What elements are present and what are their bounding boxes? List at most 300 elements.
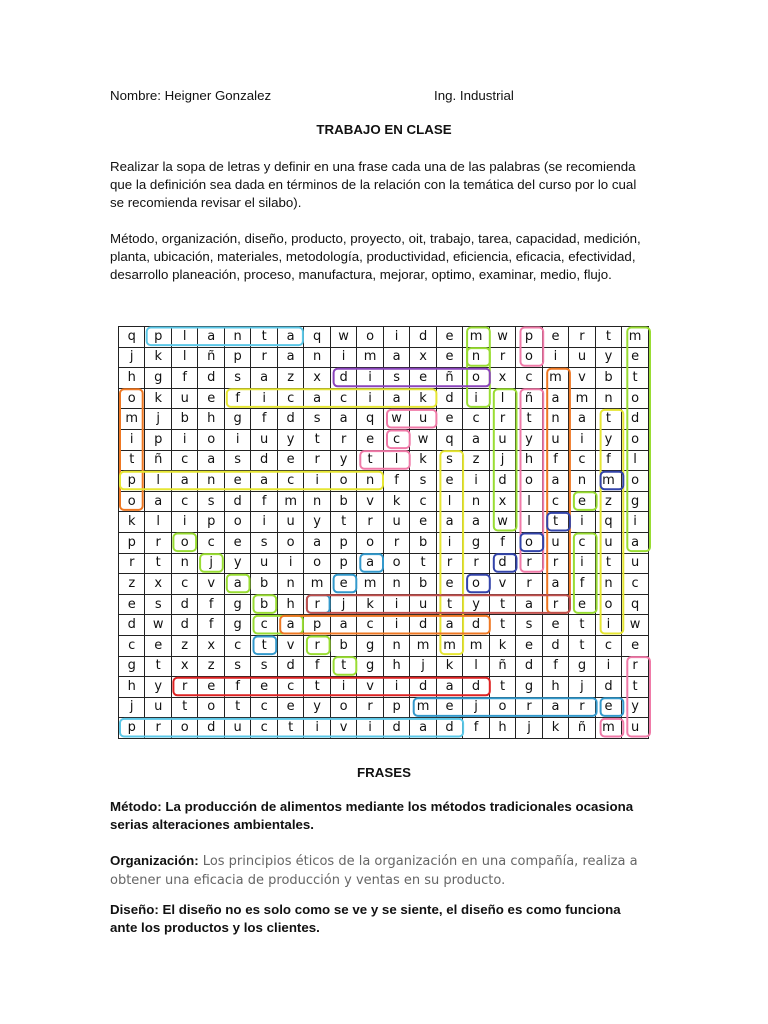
grid-cell: a bbox=[277, 615, 303, 636]
grid-cell: l bbox=[145, 512, 171, 533]
grid-cell: o bbox=[198, 429, 224, 450]
grid-cell: o bbox=[463, 574, 489, 595]
grid-cell: r bbox=[569, 697, 595, 718]
grid-cell: e bbox=[410, 512, 436, 533]
grid-cell: a bbox=[330, 409, 356, 430]
grid-cell: r bbox=[304, 635, 330, 656]
grid-cell: e bbox=[198, 677, 224, 698]
grid-cell: w bbox=[145, 615, 171, 636]
grid-cell: r bbox=[357, 512, 383, 533]
grid-cell: d bbox=[277, 409, 303, 430]
grid-cell: z bbox=[171, 635, 197, 656]
grid-cell: d bbox=[463, 677, 489, 698]
grid-cell: z bbox=[463, 450, 489, 471]
grid-cell: r bbox=[251, 347, 277, 368]
grid-cell: o bbox=[357, 532, 383, 553]
grid-cell: u bbox=[489, 429, 515, 450]
grid-cell: b bbox=[330, 491, 356, 512]
grid-cell: f bbox=[304, 656, 330, 677]
word-highlight bbox=[521, 389, 544, 571]
grid-cell: e bbox=[330, 574, 356, 595]
grid-cell: i bbox=[436, 532, 462, 553]
grid-cell: a bbox=[251, 471, 277, 492]
grid-cell: ñ bbox=[489, 656, 515, 677]
grid-cell: a bbox=[622, 532, 649, 553]
grid-cell: k bbox=[410, 388, 436, 409]
grid-cell: g bbox=[224, 615, 250, 636]
grid-cell: t bbox=[595, 409, 621, 430]
grid-cell: k bbox=[489, 635, 515, 656]
grid-cell: c bbox=[171, 574, 197, 595]
grid-cell: j bbox=[119, 347, 145, 368]
grid-cell: u bbox=[410, 594, 436, 615]
word-highlight bbox=[334, 575, 357, 593]
grid-cell: y bbox=[330, 450, 356, 471]
grid-cell: g bbox=[463, 532, 489, 553]
grid-cell: f bbox=[569, 574, 595, 595]
grid-cell: w bbox=[410, 429, 436, 450]
grid-cell: g bbox=[516, 677, 542, 698]
grid-cell: f bbox=[383, 471, 409, 492]
grid-cell: n bbox=[383, 574, 409, 595]
grid-cell: e bbox=[277, 450, 303, 471]
grid-cell: i bbox=[251, 388, 277, 409]
grid-cell: c bbox=[277, 388, 303, 409]
grid-cell: u bbox=[171, 388, 197, 409]
grid-cell: p bbox=[119, 532, 145, 553]
grid-cell: j bbox=[119, 697, 145, 718]
grid-cell: c bbox=[595, 635, 621, 656]
grid-cell: l bbox=[171, 347, 197, 368]
grid-cell: r bbox=[436, 553, 462, 574]
grid-cell: p bbox=[516, 327, 542, 348]
grid-cell: c bbox=[198, 532, 224, 553]
grid-cell: u bbox=[251, 553, 277, 574]
grid-cell: f bbox=[224, 677, 250, 698]
grid-cell: i bbox=[119, 429, 145, 450]
grid-cell: y bbox=[304, 697, 330, 718]
grid-cell: c bbox=[622, 574, 649, 595]
phrase-diseno bbox=[110, 901, 650, 937]
grid-cell: o bbox=[330, 697, 356, 718]
grid-cell: m bbox=[463, 635, 489, 656]
grid-cell: c bbox=[224, 635, 250, 656]
grid-cell: v bbox=[357, 677, 383, 698]
grid-cell: g bbox=[622, 491, 649, 512]
word-highlight bbox=[360, 554, 383, 572]
grid-cell: m bbox=[410, 635, 436, 656]
grid-cell: t bbox=[622, 368, 649, 389]
grid-cell: d bbox=[224, 491, 250, 512]
grid-cell: i bbox=[383, 594, 409, 615]
word-highlight bbox=[601, 410, 624, 634]
grid-cell: j bbox=[463, 697, 489, 718]
grid-cell: h bbox=[198, 409, 224, 430]
grid-cell: j bbox=[198, 553, 224, 574]
grid-cell: e bbox=[622, 347, 649, 368]
grid-cell: e bbox=[224, 471, 250, 492]
grid-cell: s bbox=[251, 656, 277, 677]
grid-cell: t bbox=[145, 656, 171, 677]
grid-cell: l bbox=[171, 327, 197, 348]
grid-cell: i bbox=[357, 368, 383, 389]
grid-cell: f bbox=[542, 450, 568, 471]
grid-cell: h bbox=[277, 594, 303, 615]
grid-cell: g bbox=[224, 594, 250, 615]
grid-cell: t bbox=[542, 512, 568, 533]
grid-cell: i bbox=[463, 388, 489, 409]
grid-cell: k bbox=[119, 512, 145, 533]
grid-cell: k bbox=[357, 594, 383, 615]
word-highlight bbox=[227, 575, 250, 593]
grid-cell: n bbox=[569, 471, 595, 492]
grid-cell: z bbox=[198, 656, 224, 677]
grid-cell: t bbox=[516, 409, 542, 430]
grid-cell: r bbox=[463, 553, 489, 574]
grid-cell: a bbox=[542, 388, 568, 409]
grid-cell: ñ bbox=[145, 450, 171, 471]
word-highlight bbox=[254, 637, 277, 655]
grid-cell: h bbox=[119, 368, 145, 389]
grid-cell: s bbox=[224, 368, 250, 389]
grid-cell: i bbox=[277, 553, 303, 574]
word-highlight bbox=[574, 534, 597, 613]
grid-cell: p bbox=[145, 327, 171, 348]
grid-cell: h bbox=[516, 450, 542, 471]
grid-cell: d bbox=[198, 368, 224, 389]
grid-cell: o bbox=[489, 697, 515, 718]
grid-cell: o bbox=[595, 594, 621, 615]
grid-cell: s bbox=[251, 532, 277, 553]
grid-cell: i bbox=[569, 429, 595, 450]
grid-cell: e bbox=[251, 677, 277, 698]
grid-cell: t bbox=[595, 327, 621, 348]
grid-cell: a bbox=[516, 594, 542, 615]
grid-cell: m bbox=[542, 368, 568, 389]
word-highlight bbox=[440, 451, 463, 654]
word-highlight bbox=[521, 328, 544, 366]
grid-cell: e bbox=[145, 635, 171, 656]
grid-cell: a bbox=[251, 368, 277, 389]
grid-cell: e bbox=[198, 388, 224, 409]
word-highlight bbox=[147, 328, 303, 346]
grid-cell: m bbox=[436, 635, 462, 656]
word-highlight bbox=[547, 513, 570, 531]
grid-cell: f bbox=[198, 615, 224, 636]
grid-cell: h bbox=[542, 677, 568, 698]
grid-cell: a bbox=[330, 615, 356, 636]
grid-cell: i bbox=[224, 429, 250, 450]
grid-cell: o bbox=[622, 471, 649, 492]
grid-cell: o bbox=[357, 327, 383, 348]
grid-cell: g bbox=[145, 368, 171, 389]
grid-cell: a bbox=[198, 450, 224, 471]
grid-cell: e bbox=[119, 594, 145, 615]
grid-cell: o bbox=[516, 471, 542, 492]
word-highlight bbox=[200, 554, 223, 572]
grid-cell: r bbox=[330, 429, 356, 450]
grid-cell: y bbox=[595, 347, 621, 368]
grid-cell: y bbox=[277, 429, 303, 450]
grid-cell: ñ bbox=[436, 368, 462, 389]
grid-cell: l bbox=[436, 491, 462, 512]
grid-cell: t bbox=[357, 450, 383, 471]
grid-cell: r bbox=[542, 594, 568, 615]
grid-cell: e bbox=[436, 327, 462, 348]
grid-cell: e bbox=[569, 594, 595, 615]
grid-cell: x bbox=[489, 368, 515, 389]
grid-cell: p bbox=[330, 532, 356, 553]
grid-cell: k bbox=[436, 656, 462, 677]
grid-cell: o bbox=[119, 388, 145, 409]
grid-cell: y bbox=[516, 429, 542, 450]
page-title: TRABAJO EN CLASE bbox=[316, 122, 452, 137]
grid-cell: a bbox=[277, 347, 303, 368]
grid-cell: d bbox=[595, 677, 621, 698]
grid-cell: a bbox=[542, 574, 568, 595]
grid-cell: d bbox=[516, 656, 542, 677]
grid-cell: y bbox=[224, 553, 250, 574]
grid-cell: l bbox=[383, 450, 409, 471]
grid-cell: z bbox=[277, 368, 303, 389]
grid-cell: d bbox=[119, 615, 145, 636]
grid-cell: j bbox=[330, 594, 356, 615]
grid-cell: p bbox=[383, 697, 409, 718]
grid-cell: h bbox=[383, 656, 409, 677]
word-highlight bbox=[494, 389, 517, 530]
grid-cell: l bbox=[145, 471, 171, 492]
grid-cell: r bbox=[569, 327, 595, 348]
grid-cell: n bbox=[542, 409, 568, 430]
grid-cell: u bbox=[410, 409, 436, 430]
grid-cell: n bbox=[595, 388, 621, 409]
grid-cell: t bbox=[489, 594, 515, 615]
grid-cell: u bbox=[622, 553, 649, 574]
grid-cell: b bbox=[330, 635, 356, 656]
grid-cell: b bbox=[251, 594, 277, 615]
grid-cell: u bbox=[569, 347, 595, 368]
grid-cell: i bbox=[330, 677, 356, 698]
grid-cell: r bbox=[145, 532, 171, 553]
grid-cell: d bbox=[410, 677, 436, 698]
grid-cell: l bbox=[463, 656, 489, 677]
grid-cell: f bbox=[542, 656, 568, 677]
word-highlight bbox=[280, 616, 490, 634]
grid-cell: a bbox=[569, 409, 595, 430]
grid-cell: s bbox=[516, 615, 542, 636]
grid-cell: z bbox=[119, 574, 145, 595]
grid-cell: y bbox=[595, 429, 621, 450]
grid-cell: r bbox=[542, 553, 568, 574]
grid-cell: n bbox=[463, 491, 489, 512]
word-highlight bbox=[334, 657, 357, 675]
grid-cell: t bbox=[304, 677, 330, 698]
grid-cell: s bbox=[198, 491, 224, 512]
grid-cell: n bbox=[463, 347, 489, 368]
grid-cell: q bbox=[119, 327, 145, 348]
grid-cell: i bbox=[171, 512, 197, 533]
grid-cell: q bbox=[357, 409, 383, 430]
grid-cell: o bbox=[304, 553, 330, 574]
grid-cell: m bbox=[357, 574, 383, 595]
word-highlight bbox=[467, 575, 490, 593]
grid-cell: r bbox=[304, 450, 330, 471]
word-highlight bbox=[574, 492, 597, 510]
word-highlight bbox=[120, 389, 143, 510]
grid-cell: w bbox=[622, 615, 649, 636]
grid-cell: d bbox=[542, 635, 568, 656]
grid-cell: i bbox=[383, 677, 409, 698]
grid-cell: f bbox=[224, 388, 250, 409]
grid-cell: a bbox=[436, 615, 462, 636]
grid-cell: p bbox=[330, 553, 356, 574]
grid-cell: a bbox=[198, 327, 224, 348]
grid-cell: e bbox=[410, 368, 436, 389]
grid-cell: l bbox=[516, 512, 542, 533]
grid-cell: c bbox=[171, 491, 197, 512]
word-highlight bbox=[627, 657, 650, 736]
grid-cell: a bbox=[436, 677, 462, 698]
phrase-text: Los principios éticos de la organización en una compañía, realiza a obtener una eficacia de producción y ventas en su producto. bbox=[110, 854, 638, 888]
grid-cell: r bbox=[489, 347, 515, 368]
grid-cell: k bbox=[145, 347, 171, 368]
grid-cell: i bbox=[622, 512, 649, 533]
grid-cell: s bbox=[224, 450, 250, 471]
grid-cell: e bbox=[542, 615, 568, 636]
grid-cell: l bbox=[622, 450, 649, 471]
grid-cell: u bbox=[145, 697, 171, 718]
grid-cell: j bbox=[569, 677, 595, 698]
grid-cell: p bbox=[224, 347, 250, 368]
grid-cell: a bbox=[383, 388, 409, 409]
grid-cell: j bbox=[145, 409, 171, 430]
grid-cell: u bbox=[542, 532, 568, 553]
word-highlight bbox=[547, 369, 570, 613]
grid-cell: a bbox=[224, 574, 250, 595]
grid-cell: d bbox=[622, 409, 649, 430]
grid-cell: n bbox=[595, 574, 621, 595]
phrase-text: El diseño no es solo como se ve y se siente, el diseño es como funciona ante los productos y los clientes. bbox=[110, 902, 621, 935]
word-highlight bbox=[120, 719, 463, 737]
grid-cell: ñ bbox=[569, 718, 595, 739]
grid-cell: a bbox=[463, 429, 489, 450]
grid-cell: c bbox=[277, 471, 303, 492]
grid-cell: b bbox=[410, 574, 436, 595]
grid-cell: n bbox=[277, 574, 303, 595]
grid-cell: k bbox=[410, 450, 436, 471]
word-highlight bbox=[173, 678, 489, 696]
grid-cell: r bbox=[119, 553, 145, 574]
grid-cell: t bbox=[622, 677, 649, 698]
phrases-heading: FRASES bbox=[357, 765, 411, 780]
grid-cell: i bbox=[569, 553, 595, 574]
grid-cell: o bbox=[330, 471, 356, 492]
grid-cell: f bbox=[198, 594, 224, 615]
grid-cell: d bbox=[463, 615, 489, 636]
grid-cell: g bbox=[119, 656, 145, 677]
grid-cell: k bbox=[145, 388, 171, 409]
grid-cell: y bbox=[463, 594, 489, 615]
word-highlight bbox=[387, 431, 410, 449]
grid-cell: v bbox=[489, 574, 515, 595]
grid-cell: g bbox=[357, 635, 383, 656]
grid-cell: w bbox=[383, 409, 409, 430]
grid-cell: d bbox=[489, 471, 515, 492]
grid-cell: t bbox=[251, 327, 277, 348]
grid-cell: g bbox=[569, 656, 595, 677]
grid-cell: t bbox=[489, 615, 515, 636]
grid-cell: n bbox=[198, 471, 224, 492]
word-highlight bbox=[360, 451, 409, 469]
grid-cell: a bbox=[357, 553, 383, 574]
grid-cell: i bbox=[171, 429, 197, 450]
grid-cell: p bbox=[145, 429, 171, 450]
grid-cell: b bbox=[595, 368, 621, 389]
grid-cell: i bbox=[595, 656, 621, 677]
word-highlight bbox=[120, 472, 383, 490]
grid-cell: i bbox=[330, 347, 356, 368]
word-highlight bbox=[601, 472, 624, 490]
grid-cell: e bbox=[436, 574, 462, 595]
grid-cell: d bbox=[436, 718, 462, 739]
grid-cell: o bbox=[516, 347, 542, 368]
grid-cell: e bbox=[436, 409, 462, 430]
grid-cell: o bbox=[224, 512, 250, 533]
grid-cell: m bbox=[569, 388, 595, 409]
grid-cell: m bbox=[304, 574, 330, 595]
grid-cell: f bbox=[251, 491, 277, 512]
grid-cell: u bbox=[595, 532, 621, 553]
grid-cell: i bbox=[595, 615, 621, 636]
grid-cell: o bbox=[383, 553, 409, 574]
grid-cell: ñ bbox=[198, 347, 224, 368]
grid-cell: t bbox=[277, 718, 303, 739]
grid-cell: t bbox=[145, 553, 171, 574]
grid-cell: x bbox=[198, 635, 224, 656]
grid-cell: r bbox=[383, 532, 409, 553]
grid-cell: b bbox=[171, 409, 197, 430]
grid-cell: b bbox=[410, 532, 436, 553]
grid-cell: r bbox=[622, 656, 649, 677]
grid-cell: e bbox=[436, 471, 462, 492]
grid-cell: s bbox=[436, 450, 462, 471]
word-highlight-overlay bbox=[118, 326, 652, 738]
grid-cell: m bbox=[595, 471, 621, 492]
grid-cell: e bbox=[277, 697, 303, 718]
grid-cell: e bbox=[436, 697, 462, 718]
grid-cell: c bbox=[277, 677, 303, 698]
grid-cell: q bbox=[622, 594, 649, 615]
word-highlight bbox=[467, 328, 490, 366]
grid-cell: o bbox=[622, 429, 649, 450]
grid-cell: s bbox=[304, 409, 330, 430]
grid-cell: t bbox=[595, 553, 621, 574]
grid-cell: s bbox=[410, 471, 436, 492]
grid-cell: d bbox=[330, 368, 356, 389]
grid-cell: c bbox=[357, 615, 383, 636]
grid-cell: x bbox=[171, 656, 197, 677]
grid-cell: e bbox=[436, 347, 462, 368]
grid-cell: r bbox=[145, 718, 171, 739]
grid-cell: m bbox=[357, 347, 383, 368]
grid-cell: c bbox=[516, 368, 542, 389]
grid-cell: t bbox=[569, 635, 595, 656]
word-highlight bbox=[467, 348, 490, 407]
grid-cell: l bbox=[516, 491, 542, 512]
grid-cell: c bbox=[330, 388, 356, 409]
phrase-organizacion bbox=[110, 852, 650, 890]
career-label: Ing. Industrial bbox=[434, 88, 514, 103]
